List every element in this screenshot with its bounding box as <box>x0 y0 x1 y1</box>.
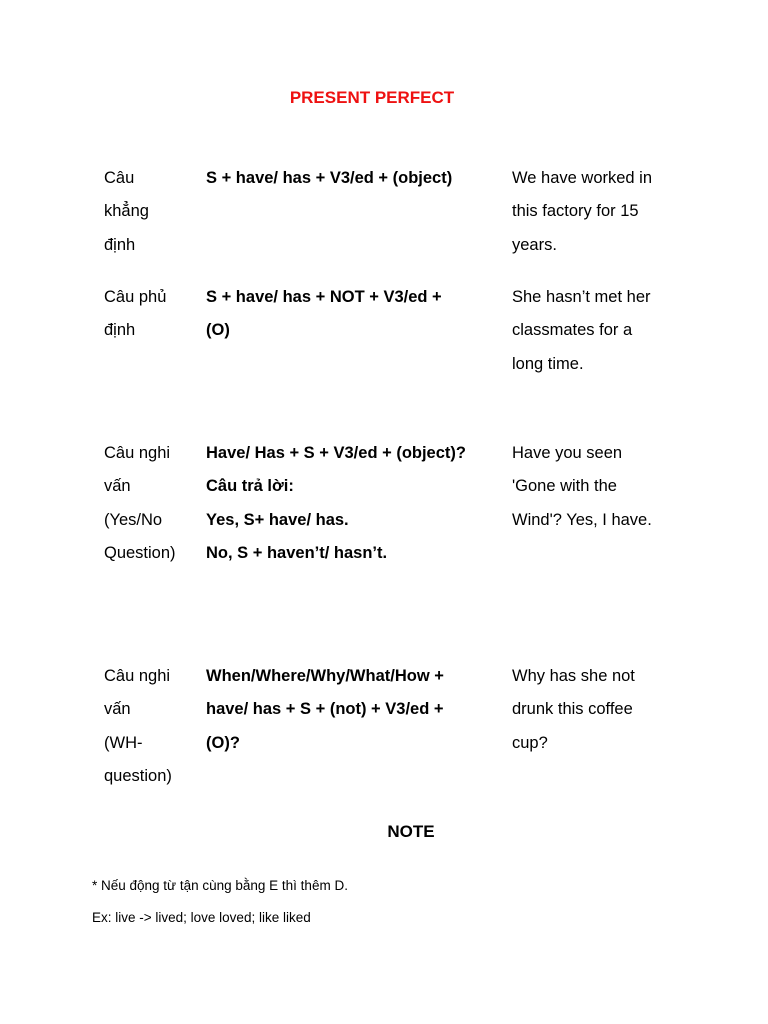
formula-line: Have/ Has + S + V3/ed + (object)? <box>206 444 466 462</box>
sentence-type-line: (WH- <box>104 733 143 752</box>
sentence-type-line: vấn <box>104 700 131 719</box>
formula-line: (O)? <box>206 733 240 752</box>
sentence-type-cell <box>104 437 196 570</box>
example-line: Wind'? Yes, I have. <box>512 510 652 529</box>
example-cell <box>512 162 672 262</box>
formula-cell <box>206 281 496 348</box>
example-line: classmates for a <box>512 321 633 340</box>
sentence-type-cell <box>104 660 196 793</box>
formula-line: S + have/ has + V3/ed + (object) <box>206 169 453 187</box>
example-cell <box>512 660 672 760</box>
formula-cell <box>206 162 496 195</box>
sentence-type-line: khẳng <box>104 202 149 221</box>
example-cell <box>512 281 672 381</box>
sentence-type-line: Câu <box>104 169 135 187</box>
example-line: She hasn’t met her <box>512 288 651 306</box>
formula-line: Câu trả lời: <box>206 477 294 496</box>
formula-line: have/ has + S + (not) + V3/ed + <box>206 700 444 719</box>
example-line: drunk this coffee <box>512 700 633 719</box>
sentence-type-line: Câu nghi <box>104 444 171 462</box>
sentence-type-line: định <box>104 235 136 254</box>
page-title: PRESENT PERFECT <box>289 88 455 107</box>
sentence-type-line: (Yes/No <box>104 510 163 529</box>
example-line: Why has she not <box>512 667 635 685</box>
note-heading: NOTE <box>387 822 435 841</box>
note-example: Ex: live -> lived; love loved; like liked <box>92 910 311 925</box>
formula-line: (O) <box>206 321 230 340</box>
sentence-type-line: Câu phủ <box>104 288 167 306</box>
formula-line: Yes, S+ have/ has. <box>206 510 349 529</box>
example-cell <box>512 437 672 537</box>
sentence-type-cell <box>104 281 196 348</box>
formula-line: When/Where/Why/What/How + <box>206 667 444 685</box>
example-line: years. <box>512 235 557 254</box>
example-line: long time. <box>512 354 584 373</box>
example-line: Have you seen <box>512 444 623 462</box>
example-line: cup? <box>512 733 548 752</box>
sentence-type-line: question) <box>104 766 172 785</box>
example-line: 'Gone with the <box>512 477 617 496</box>
sentence-type-line: Câu nghi <box>104 667 171 685</box>
formula-cell <box>206 437 496 570</box>
note-rule: * Nếu động từ tận cùng bằng E thì thêm D. <box>92 878 348 893</box>
sentence-type-line: Question) <box>104 543 176 562</box>
sentence-type-line: định <box>104 321 136 340</box>
formula-line: S + have/ has + NOT + V3/ed + <box>206 288 442 306</box>
formula-line: No, S + haven’t/ hasn’t. <box>206 543 388 562</box>
example-line: this factory for 15 <box>512 202 639 221</box>
sentence-type-line: vấn <box>104 477 131 496</box>
sentence-type-cell <box>104 162 196 262</box>
example-line: We have worked in <box>512 169 653 187</box>
formula-cell <box>206 660 496 760</box>
